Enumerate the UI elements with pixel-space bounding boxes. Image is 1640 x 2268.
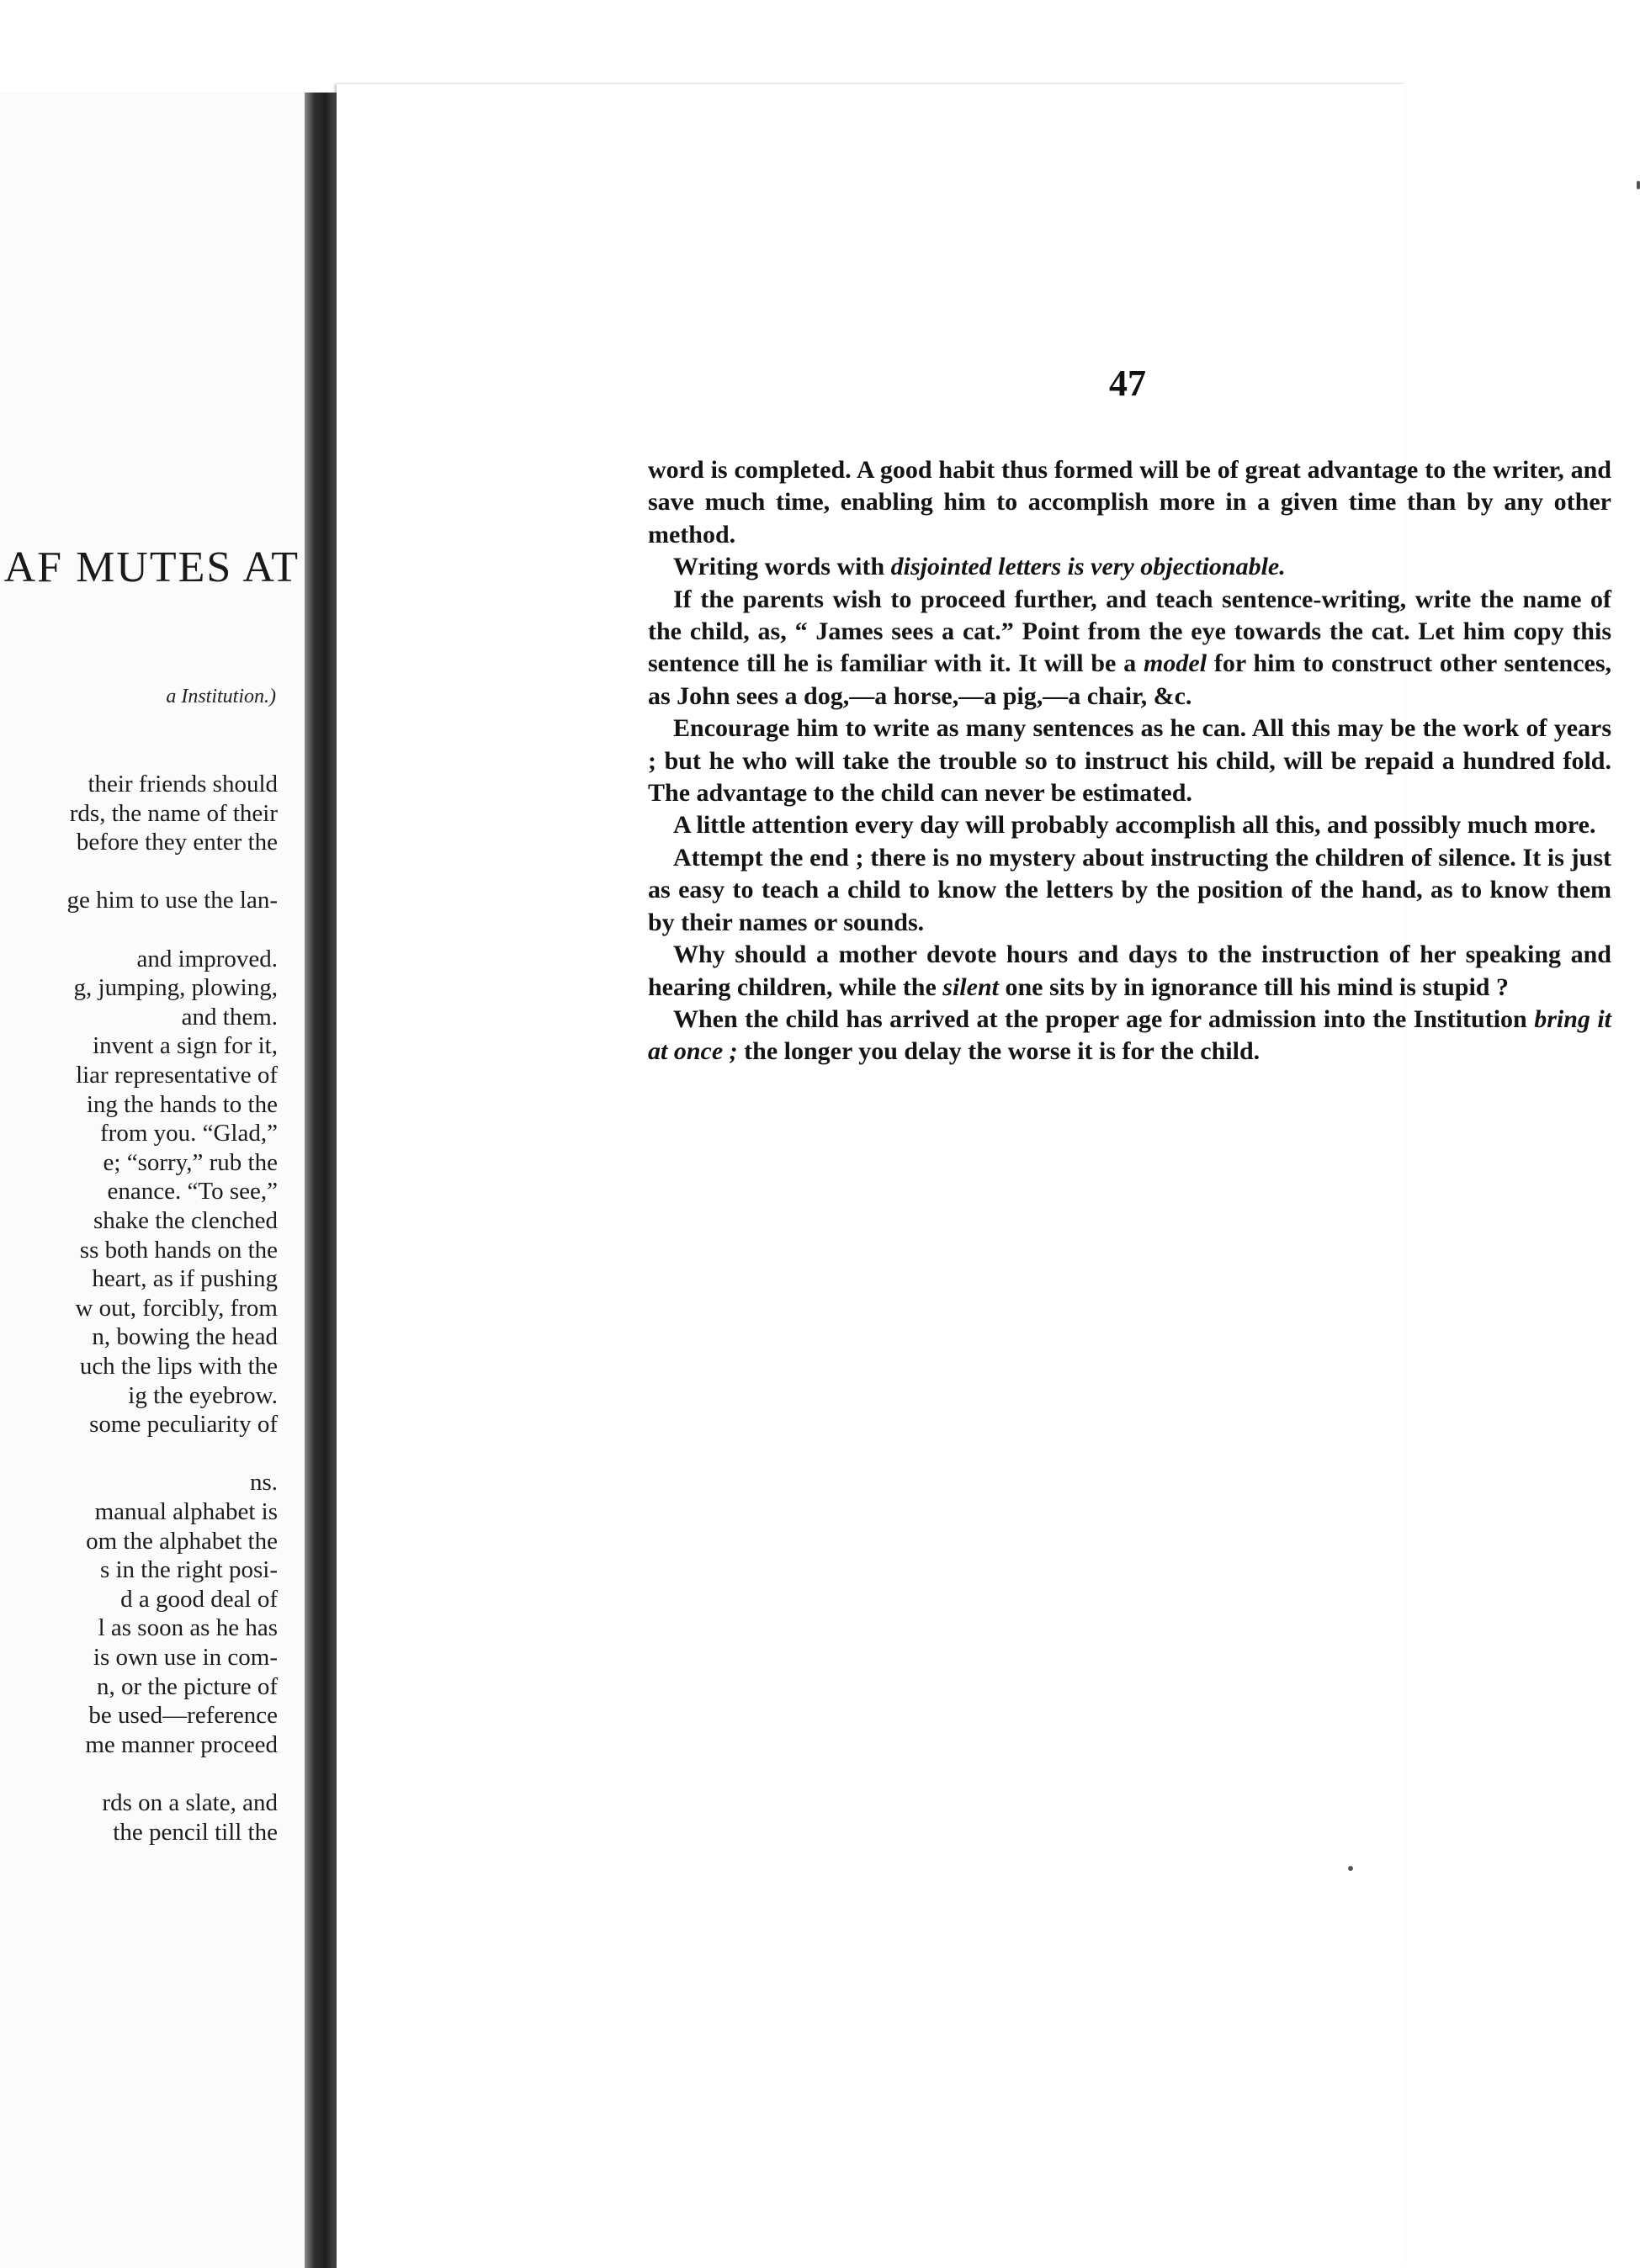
left-page-line: d a good deal of (120, 1585, 278, 1613)
left-page-line: ing the hands to the (86, 1090, 278, 1118)
left-page-line: g, jumping, plowing, (73, 974, 278, 1002)
text-run: word is completed. A good habit thus formed will be of great advantage to the writer, and save much time, enabling him to accomplish more in a given time than by any other method. (648, 456, 1611, 548)
left-page-line: and them. (181, 1003, 278, 1031)
left-page-line: s in the right posi- (99, 1556, 278, 1584)
right-page (337, 84, 1612, 2268)
left-page-line: and improved. (136, 945, 278, 972)
speck-mark (1637, 181, 1640, 189)
left-page-line: liar representative of (76, 1062, 278, 1089)
paragraph (648, 1004, 1611, 1068)
left-page-line: uch the lips with the (79, 1353, 278, 1380)
left-page-line: manual alphabet is (94, 1498, 278, 1525)
text-run: Encourage him to write as many sentences as he can. All this may be the work of years ; but he who will take the trouble so to instruct his child, will be repaid a hundred fold. The advantage to the child can never be estimated. (648, 714, 1611, 808)
text-run: one sits by in ignorance till his mind is stupid ? (998, 972, 1509, 1001)
left-page (0, 93, 320, 2268)
left-page-subheading: a Institution.) (166, 686, 276, 707)
paragraph (648, 809, 1611, 841)
scan-top-margin (0, 0, 1548, 94)
left-page-line: w out, forcibly, from (75, 1294, 278, 1322)
paragraph (648, 584, 1611, 713)
left-page-line: me manner proceed (85, 1730, 278, 1758)
left-page-line: ss both hands on the (79, 1236, 278, 1264)
paragraph (648, 842, 1611, 939)
italic-text: bring it at once ; (648, 1004, 1611, 1066)
paragraph (648, 713, 1611, 809)
text-run: When the child has arrived at the proper age for admission into the Institution (673, 1004, 1535, 1033)
left-page-line: is own use in com- (93, 1644, 278, 1671)
left-page-heading: AF MUTES AT (3, 543, 300, 591)
paragraph (648, 454, 1611, 551)
text-run: A little attention every day will probably accomplish all this, and possibly much more. (673, 811, 1596, 840)
italic-text: model (1144, 649, 1207, 678)
left-page-line: e; “sorry,” rub the (103, 1148, 278, 1176)
left-page-line: enance. “To see,” (107, 1178, 278, 1206)
left-page-line: rds on a slate, and (102, 1789, 278, 1816)
paragraph (648, 939, 1611, 1004)
left-page-line: ge him to use the lan- (66, 887, 278, 914)
left-page-line: om the alphabet the (86, 1527, 278, 1555)
left-page-line: from you. “Glad,” (100, 1120, 278, 1147)
page-number: 47 (1109, 363, 1146, 404)
italic-text: silent (942, 972, 999, 1001)
left-page-line: shake the clenched (93, 1207, 278, 1234)
left-page-line: n, bowing the head (92, 1323, 278, 1351)
text-run: Writing words with (673, 553, 891, 581)
left-page-line: before they enter the (76, 829, 278, 856)
left-page-line: n, or the picture of (96, 1672, 278, 1700)
left-page-line: invent a sign for it, (93, 1032, 278, 1060)
text-run: Attempt the end ; there is no mystery about instructing the children of silence. It is just as easy to teach a child to know the letters by the position of the hand, as to know them by their names or sounds. (648, 843, 1611, 936)
left-page-line: the pencil till the (113, 1818, 278, 1846)
left-page-line: heart, as if pushing (92, 1265, 278, 1293)
italic-text: disjointed letters is very objectionable. (890, 553, 1286, 581)
text-run: the longer you delay the worse it is for the child. (737, 1037, 1261, 1066)
paragraph (648, 551, 1611, 583)
text-run: for him to construct other sentences, as John sees a dog,—a horse,—a pig,—a chair, &c. (648, 649, 1612, 710)
body-text (648, 454, 1611, 1068)
left-page-line: l as soon as he has (98, 1614, 278, 1642)
left-page-line: rds, the name of their (69, 799, 278, 827)
text-run: If the parents wish to proceed further, and teach sentence-writing, write the name of the child, as, “ James sees a cat.” Point from the eye towards the cat. Let him copy this sentence till he is familiar with it. It will be a (648, 585, 1611, 678)
left-page-line: be used—reference (88, 1702, 278, 1730)
left-page-line: ig the eyebrow. (128, 1381, 278, 1409)
left-page-line: some peculiarity of (89, 1411, 278, 1439)
speck-mark (1348, 1866, 1353, 1871)
text-run: Why should a mother devote hours and days to the instruction of her speaking and hearing children, while the (648, 941, 1611, 1001)
left-page-line: their friends should (88, 771, 278, 798)
left-page-line: ns. (249, 1469, 278, 1497)
